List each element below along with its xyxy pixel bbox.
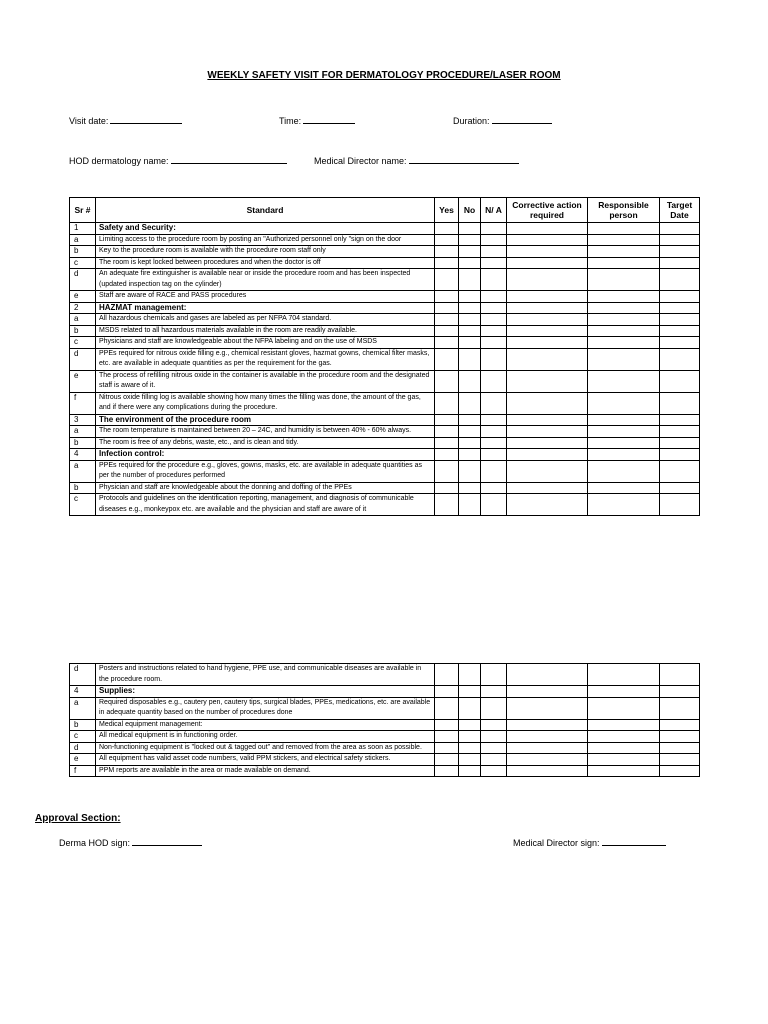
target-date-cell[interactable]	[660, 449, 700, 461]
na-cell[interactable]	[481, 742, 507, 754]
header-corrective-action: Corrective action required	[507, 198, 588, 223]
no-cell[interactable]	[459, 449, 481, 461]
standard-text: The room is free of any debris, waste, etc., and is clean and tidy.	[96, 437, 435, 449]
responsible-person-cell[interactable]	[588, 697, 660, 719]
document-title: WEEKLY SAFETY VISIT FOR DERMATOLOGY PROCEDURE/LASER ROOM	[207, 70, 561, 81]
na-cell[interactable]	[481, 337, 507, 349]
row-number: d	[70, 348, 96, 370]
corrective-action-cell[interactable]	[507, 370, 588, 392]
header-yes: Yes	[435, 198, 459, 223]
corrective-action-cell[interactable]	[507, 482, 588, 494]
row-number: d	[70, 664, 96, 686]
corrective-action-cell[interactable]	[507, 348, 588, 370]
header-sr: Sr #	[70, 198, 96, 223]
section-heading: The environment of the procedure room	[96, 414, 435, 426]
na-cell[interactable]	[481, 664, 507, 686]
duration-label: Duration:	[453, 116, 490, 126]
responsible-person-cell[interactable]	[588, 314, 660, 326]
table-row	[70, 460, 700, 482]
responsible-person-cell[interactable]	[588, 325, 660, 337]
responsible-person-cell[interactable]	[588, 392, 660, 414]
section-row	[70, 414, 700, 426]
responsible-person-cell[interactable]	[588, 348, 660, 370]
na-cell[interactable]	[481, 392, 507, 414]
target-date-cell[interactable]	[660, 482, 700, 494]
row-number: e	[70, 370, 96, 392]
target-date-cell[interactable]	[660, 414, 700, 426]
corrective-action-cell[interactable]	[507, 234, 588, 246]
table-header-row	[70, 198, 700, 223]
table-row	[70, 257, 700, 269]
standard-text: All equipment has valid asset code numbers, valid PPM stickers, and electrical safety stickers.	[96, 754, 435, 766]
responsible-person-cell[interactable]	[588, 223, 660, 235]
responsible-person-cell[interactable]	[588, 234, 660, 246]
na-cell[interactable]	[481, 731, 507, 743]
no-cell[interactable]	[459, 426, 481, 438]
yes-cell[interactable]	[435, 257, 459, 269]
standard-text: Protocols and guidelines on the identification reporting, management, and diagnosis of communicable diseases e.g., monkeypox etc. are available and the physician and staff are aware of it	[96, 494, 435, 516]
no-cell[interactable]	[459, 731, 481, 743]
yes-cell[interactable]	[435, 697, 459, 719]
no-cell[interactable]	[459, 302, 481, 314]
no-cell[interactable]	[459, 291, 481, 303]
corrective-action-cell[interactable]	[507, 765, 588, 777]
target-date-cell[interactable]	[660, 223, 700, 235]
no-cell[interactable]	[459, 269, 481, 291]
na-cell[interactable]	[481, 246, 507, 258]
corrective-action-cell[interactable]	[507, 257, 588, 269]
standard-text: Medical equipment management:	[96, 719, 435, 731]
row-number: c	[70, 494, 96, 516]
na-cell[interactable]	[481, 765, 507, 777]
corrective-action-cell[interactable]	[507, 742, 588, 754]
no-cell[interactable]	[459, 686, 481, 698]
row-number: f	[70, 392, 96, 414]
target-date-cell[interactable]	[660, 337, 700, 349]
time-label: Time:	[279, 116, 302, 126]
corrective-action-cell[interactable]	[507, 686, 588, 698]
na-cell[interactable]	[481, 223, 507, 235]
na-cell[interactable]	[481, 348, 507, 370]
time-field	[279, 114, 355, 126]
md-sign-blank[interactable]	[602, 836, 666, 846]
no-cell[interactable]	[459, 719, 481, 731]
time-blank[interactable]	[303, 114, 355, 124]
yes-cell[interactable]	[435, 765, 459, 777]
yes-cell[interactable]	[435, 437, 459, 449]
target-date-cell[interactable]	[660, 392, 700, 414]
duration-field	[453, 114, 552, 126]
table-row	[70, 337, 700, 349]
yes-cell[interactable]	[435, 414, 459, 426]
responsible-person-cell[interactable]	[588, 494, 660, 516]
table-row	[70, 664, 700, 686]
table-row	[70, 754, 700, 766]
na-cell[interactable]	[481, 426, 507, 438]
yes-cell[interactable]	[435, 494, 459, 516]
target-date-cell[interactable]	[660, 494, 700, 516]
standard-text: MSDS related to all hazardous materials available in the room are readily available.	[96, 325, 435, 337]
target-date-cell[interactable]	[660, 754, 700, 766]
approval-section-title: Approval Section:	[35, 813, 121, 824]
responsible-person-cell[interactable]	[588, 337, 660, 349]
na-cell[interactable]	[481, 754, 507, 766]
section-heading: HAZMAT management:	[96, 302, 435, 314]
hod-name-field	[69, 154, 287, 166]
corrective-action-cell[interactable]	[507, 754, 588, 766]
responsible-person-cell[interactable]	[588, 414, 660, 426]
no-cell[interactable]	[459, 765, 481, 777]
row-number: b	[70, 482, 96, 494]
no-cell[interactable]	[459, 348, 481, 370]
target-date-cell[interactable]	[660, 437, 700, 449]
corrective-action-cell[interactable]	[507, 731, 588, 743]
na-cell[interactable]	[481, 234, 507, 246]
target-date-cell[interactable]	[660, 731, 700, 743]
standard-text: All hazardous chemicals and gases are labeled as per NFPA 704 standard.	[96, 314, 435, 326]
na-cell[interactable]	[481, 494, 507, 516]
no-cell[interactable]	[459, 337, 481, 349]
corrective-action-cell[interactable]	[507, 460, 588, 482]
corrective-action-cell[interactable]	[507, 426, 588, 438]
row-number: 1	[70, 223, 96, 235]
na-cell[interactable]	[481, 291, 507, 303]
row-number: 4	[70, 449, 96, 461]
no-cell[interactable]	[459, 664, 481, 686]
standard-text: PPEs required for nitrous oxide filling e.g., chemical resistant gloves, hazmat gowns, chemical filter masks, etc. are available in adequate quantities as per the requirement for the gas.	[96, 348, 435, 370]
yes-cell[interactable]	[435, 449, 459, 461]
corrective-action-cell[interactable]	[507, 325, 588, 337]
responsible-person-cell[interactable]	[588, 482, 660, 494]
hod-sign-blank[interactable]	[132, 836, 202, 846]
section-row	[70, 686, 700, 698]
table-row	[70, 348, 700, 370]
na-cell[interactable]	[481, 370, 507, 392]
target-date-cell[interactable]	[660, 697, 700, 719]
table-row	[70, 742, 700, 754]
section-row	[70, 223, 700, 235]
target-date-cell[interactable]	[660, 370, 700, 392]
corrective-action-cell[interactable]	[507, 223, 588, 235]
row-number: b	[70, 246, 96, 258]
standard-text: Non-functioning equipment is "locked out & tagged out" and removed from the area as soon as possible.	[96, 742, 435, 754]
responsible-person-cell[interactable]	[588, 426, 660, 438]
corrective-action-cell[interactable]	[507, 246, 588, 258]
standard-text: The process of refilling nitrous oxide in the container is available in the procedure room and the designated staff is aware of it.	[96, 370, 435, 392]
row-number: c	[70, 731, 96, 743]
header-responsible-person: Responsible person	[588, 198, 660, 223]
hod-name-blank[interactable]	[171, 154, 287, 164]
medical-director-name-label: Medical Director name:	[314, 156, 407, 166]
yes-cell[interactable]	[435, 686, 459, 698]
table-row	[70, 314, 700, 326]
na-cell[interactable]	[481, 314, 507, 326]
yes-cell[interactable]	[435, 314, 459, 326]
table-row	[70, 765, 700, 777]
no-cell[interactable]	[459, 742, 481, 754]
standard-text: PPM reports are available in the area or made available on demand.	[96, 765, 435, 777]
yes-cell[interactable]	[435, 392, 459, 414]
no-cell[interactable]	[459, 460, 481, 482]
na-cell[interactable]	[481, 449, 507, 461]
corrective-action-cell[interactable]	[507, 449, 588, 461]
na-cell[interactable]	[481, 414, 507, 426]
responsible-person-cell[interactable]	[588, 686, 660, 698]
no-cell[interactable]	[459, 257, 481, 269]
row-number: a	[70, 426, 96, 438]
no-cell[interactable]	[459, 494, 481, 516]
yes-cell[interactable]	[435, 337, 459, 349]
safety-checklist-table	[69, 197, 700, 516]
no-cell[interactable]	[459, 482, 481, 494]
corrective-action-cell[interactable]	[507, 302, 588, 314]
responsible-person-cell[interactable]	[588, 246, 660, 258]
target-date-cell[interactable]	[660, 348, 700, 370]
corrective-action-cell[interactable]	[507, 337, 588, 349]
responsible-person-cell[interactable]	[588, 370, 660, 392]
table-row	[70, 291, 700, 303]
corrective-action-cell[interactable]	[507, 664, 588, 686]
no-cell[interactable]	[459, 754, 481, 766]
yes-cell[interactable]	[435, 348, 459, 370]
na-cell[interactable]	[481, 257, 507, 269]
yes-cell[interactable]	[435, 269, 459, 291]
yes-cell[interactable]	[435, 754, 459, 766]
medical-director-name-field	[314, 154, 519, 166]
responsible-person-cell[interactable]	[588, 664, 660, 686]
section-heading: Safety and Security:	[96, 223, 435, 235]
no-cell[interactable]	[459, 392, 481, 414]
row-number: c	[70, 257, 96, 269]
header-target-date: Target Date	[660, 198, 700, 223]
section-heading: Infection control:	[96, 449, 435, 461]
standard-text: Physician and staff are knowledgeable about the donning and doffing of the PPEs	[96, 482, 435, 494]
na-cell[interactable]	[481, 482, 507, 494]
target-date-cell[interactable]	[660, 257, 700, 269]
na-cell[interactable]	[481, 269, 507, 291]
na-cell[interactable]	[481, 302, 507, 314]
responsible-person-cell[interactable]	[588, 437, 660, 449]
yes-cell[interactable]	[435, 664, 459, 686]
target-date-cell[interactable]	[660, 302, 700, 314]
yes-cell[interactable]	[435, 482, 459, 494]
yes-cell[interactable]	[435, 426, 459, 438]
corrective-action-cell[interactable]	[507, 697, 588, 719]
yes-cell[interactable]	[435, 742, 459, 754]
standard-text: PPEs required for the procedure e.g., gloves, gowns, masks, etc. are available in adequate quantities as per the number of procedures performed	[96, 460, 435, 482]
no-cell[interactable]	[459, 414, 481, 426]
row-number: 2	[70, 302, 96, 314]
hod-sign-label: Derma HOD sign:	[59, 838, 131, 848]
table-row	[70, 392, 700, 414]
section-heading: Supplies:	[96, 686, 435, 698]
corrective-action-cell[interactable]	[507, 269, 588, 291]
no-cell[interactable]	[459, 314, 481, 326]
target-date-cell[interactable]	[660, 325, 700, 337]
responsible-person-cell[interactable]	[588, 754, 660, 766]
row-number: b	[70, 437, 96, 449]
no-cell[interactable]	[459, 325, 481, 337]
yes-cell[interactable]	[435, 460, 459, 482]
no-cell[interactable]	[459, 370, 481, 392]
target-date-cell[interactable]	[660, 246, 700, 258]
no-cell[interactable]	[459, 697, 481, 719]
target-date-cell[interactable]	[660, 460, 700, 482]
target-date-cell[interactable]	[660, 314, 700, 326]
target-date-cell[interactable]	[660, 426, 700, 438]
target-date-cell[interactable]	[660, 269, 700, 291]
row-number: b	[70, 325, 96, 337]
visit-date-field	[69, 114, 182, 126]
responsible-person-cell[interactable]	[588, 291, 660, 303]
responsible-person-cell[interactable]	[588, 302, 660, 314]
responsible-person-cell[interactable]	[588, 257, 660, 269]
responsible-person-cell[interactable]	[588, 765, 660, 777]
na-cell[interactable]	[481, 325, 507, 337]
table-row	[70, 719, 700, 731]
row-number: d	[70, 269, 96, 291]
yes-cell[interactable]	[435, 223, 459, 235]
md-sign-label: Medical Director sign:	[513, 838, 600, 848]
yes-cell[interactable]	[435, 370, 459, 392]
standard-text: Staff are aware of RACE and PASS procedures	[96, 291, 435, 303]
row-number: e	[70, 291, 96, 303]
table-row	[70, 482, 700, 494]
row-number: d	[70, 742, 96, 754]
standard-text: The room temperature is maintained between 20 – 24C, and humidity is between 40% - 60% always.	[96, 426, 435, 438]
section-row	[70, 449, 700, 461]
corrective-action-cell[interactable]	[507, 414, 588, 426]
yes-cell[interactable]	[435, 291, 459, 303]
target-date-cell[interactable]	[660, 291, 700, 303]
corrective-action-cell[interactable]	[507, 392, 588, 414]
target-date-cell[interactable]	[660, 742, 700, 754]
yes-cell[interactable]	[435, 302, 459, 314]
row-number: a	[70, 314, 96, 326]
na-cell[interactable]	[481, 460, 507, 482]
row-number: 3	[70, 414, 96, 426]
no-cell[interactable]	[459, 234, 481, 246]
safety-checklist-table-continued	[69, 663, 700, 777]
standard-text: All medical equipment is in functioning order.	[96, 731, 435, 743]
medical-director-name-blank[interactable]	[409, 154, 519, 164]
row-number: a	[70, 234, 96, 246]
no-cell[interactable]	[459, 437, 481, 449]
table-row	[70, 246, 700, 258]
responsible-person-cell[interactable]	[588, 731, 660, 743]
na-cell[interactable]	[481, 437, 507, 449]
header-no: No	[459, 198, 481, 223]
table-row	[70, 234, 700, 246]
hod-name-label: HOD dermatology name:	[69, 156, 169, 166]
visit-date-blank[interactable]	[110, 114, 182, 124]
responsible-person-cell[interactable]	[588, 449, 660, 461]
table-row	[70, 697, 700, 719]
table-row	[70, 426, 700, 438]
target-date-cell[interactable]	[660, 664, 700, 686]
no-cell[interactable]	[459, 223, 481, 235]
duration-blank[interactable]	[492, 114, 552, 124]
yes-cell[interactable]	[435, 234, 459, 246]
row-number: f	[70, 765, 96, 777]
corrective-action-cell[interactable]	[507, 314, 588, 326]
standard-text: The room is kept locked between procedures and when the doctor is off	[96, 257, 435, 269]
header-na: N/ A	[481, 198, 507, 223]
standard-text: Nitrous oxide filling log is available showing how many times the filling was done, the amount of the gas, and if there were any complications during the procedure.	[96, 392, 435, 414]
standard-text: Limiting access to the procedure room by posting an "Authorized personnel only "sign on the door	[96, 234, 435, 246]
row-number: a	[70, 460, 96, 482]
visit-date-label: Visit date:	[69, 116, 109, 126]
row-number: a	[70, 697, 96, 719]
corrective-action-cell[interactable]	[507, 291, 588, 303]
responsible-person-cell[interactable]	[588, 719, 660, 731]
target-date-cell[interactable]	[660, 686, 700, 698]
table-row	[70, 370, 700, 392]
table-row	[70, 269, 700, 291]
yes-cell[interactable]	[435, 719, 459, 731]
no-cell[interactable]	[459, 246, 481, 258]
standard-text: Physicians and staff are knowledgeable about the NFPA labeling and on the use of MSDS	[96, 337, 435, 349]
row-number: 4	[70, 686, 96, 698]
na-cell[interactable]	[481, 686, 507, 698]
na-cell[interactable]	[481, 697, 507, 719]
row-number: c	[70, 337, 96, 349]
section-row	[70, 302, 700, 314]
target-date-cell[interactable]	[660, 765, 700, 777]
standard-text: An adequate fire extinguisher is available near or inside the procedure room and has been inspected (updated inspection tag on the cylinder)	[96, 269, 435, 291]
table-row	[70, 437, 700, 449]
row-number: e	[70, 754, 96, 766]
row-number: b	[70, 719, 96, 731]
standard-text: Key to the procedure room is available with the procedure room staff only	[96, 246, 435, 258]
hod-sign-field	[59, 836, 202, 848]
target-date-cell[interactable]	[660, 719, 700, 731]
standard-text: Posters and instructions related to hand hygiene, PPE use, and communicable diseases are available in the procedure room.	[96, 664, 435, 686]
table-row	[70, 494, 700, 516]
yes-cell[interactable]	[435, 731, 459, 743]
corrective-action-cell[interactable]	[507, 494, 588, 516]
corrective-action-cell[interactable]	[507, 437, 588, 449]
corrective-action-cell[interactable]	[507, 719, 588, 731]
responsible-person-cell[interactable]	[588, 269, 660, 291]
table-row	[70, 731, 700, 743]
yes-cell[interactable]	[435, 325, 459, 337]
header-standard: Standard	[96, 198, 435, 223]
md-sign-field	[513, 836, 666, 848]
table-row	[70, 325, 700, 337]
standard-text: Required disposables e.g., cautery pen, cautery tips, surgical blades, PPEs, medications, etc. are available in adequate quantity based on the number of procedures done	[96, 697, 435, 719]
responsible-person-cell[interactable]	[588, 460, 660, 482]
responsible-person-cell[interactable]	[588, 742, 660, 754]
na-cell[interactable]	[481, 719, 507, 731]
yes-cell[interactable]	[435, 246, 459, 258]
target-date-cell[interactable]	[660, 234, 700, 246]
